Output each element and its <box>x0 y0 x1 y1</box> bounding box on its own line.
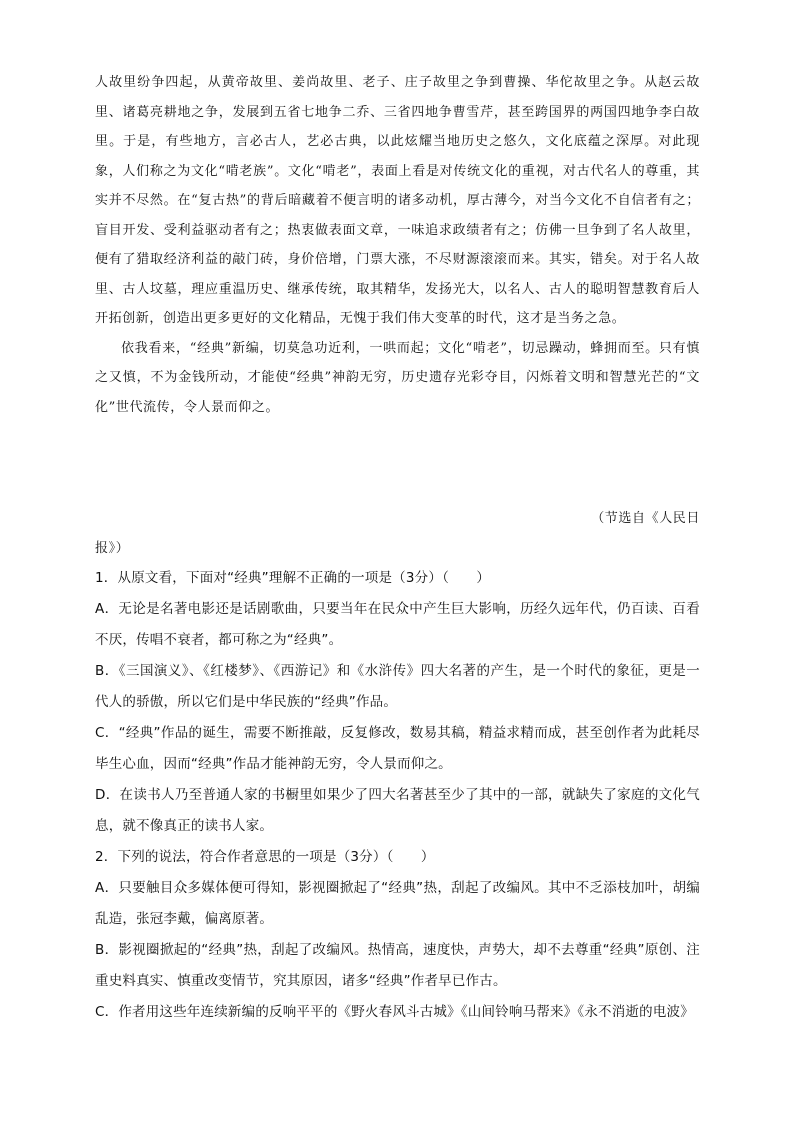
question-option-c: C．作者用这些年连续新编的反响平平的《野火春风斗古城》《山间铃响马帮来》《永不消逝的电波》 <box>95 1004 694 1020</box>
source-citation <box>95 504 700 563</box>
reading-passage <box>95 68 700 422</box>
question-option-b: B．《三国演义》、《红楼梦》、《西游记》和《水浒传》四大名著的产生，是一个时代的象征，更是一代人的骄傲，所以它们是中华民族的“经典”作品。 <box>95 663 700 710</box>
question-option-b: B．影视圈掀起的“经典”热，刮起了改编风。热情高，速度快，声势大，却不去尊重“经典”原创、注重史料真实、慎重改变情节，究其原因，诸多“经典”作者早已作古。 <box>95 942 700 989</box>
source-citation-line: （节选自《人民日 <box>591 511 700 526</box>
question-option-a: A．只要触目众多媒体便可得知，影视圈掀起了“经典”热，刮起了改编风。其中不乏添枝加叶，胡编乱造，张冠李戴，偏离原著。 <box>95 880 700 927</box>
passage-paragraph: 人故里纷争四起，从黄帝故里、姜尚故里、老子、庄子故里之争到曹操、华佗故里之争。从赵云故里、诸葛亮耕地之争，发展到五省七地争二乔、三省四地争曹雪芹，甚至跨国界的两国四地争李白故里。于是，有些地方，言必古人，艺必古典，以此炫耀当地历史之悠久，文化底蕴之深厚。对此现象，人们称之为文化“啃老族”。文化“啃老”，表面上看是对传统文化的重视，对古代名人的尊重，其实并不尽然。在“复古热”的背后暗藏着不便言明的诸多动机，厚古薄今，对当今文化不自信者有之；盲目开发、受利益驱动者有之；热衷做表面文章，一味追求政绩者有之；仿佛一旦争到了名人故里，便有了猎取经济利益的敲门砖，身价倍增，门票大涨，不尽财源滚滚而来。其实，错矣。对于名人故里、古人坟墓，理应重温历史、继承传统，取其精华，发扬光大，以名人、古人的聪明智慧教育后人开拓创新，创造出更多更好的文化精品，无愧于我们伟大变革的时代，这才是当务之急。 <box>95 75 700 326</box>
question-option-c: C．“经典”作品的诞生，需要不断推敲，反复修改，数易其稿，精益求精而成，甚至创作者为此耗尽毕生心血，因而“经典”作品才能神韵无穷，令人景而仰之。 <box>95 725 700 772</box>
question-stem: 2．下列的说法，符合作者意思的一项是（3分）（ ） <box>95 849 435 865</box>
question-stem: 1．从原文看，下面对“经典”理解不正确的一项是（3分）（ ） <box>95 570 491 586</box>
source-citation-line: 报》） <box>95 540 130 556</box>
question-option-d: D．在读书人乃至普通人家的书橱里如果少了四大名著甚至少了其中的一部，就缺失了家庭的文化气息，就不像真正的读书人家。 <box>95 787 700 834</box>
question-option-a: A．无论是名著电影还是话剧歌曲，只要当年在民众中产生巨大影响，历经久远年代，仍百读、百看不厌，传唱不衰者，都可称之为“经典”。 <box>95 601 700 648</box>
passage-paragraph: 依我看来，“经典”新编，切莫急功近利，一哄而起；文化“啃老”，切忌躁动，蜂拥而至。只有慎之又慎，不为金钱所动，才能使“经典”神韵无穷，历史遗存光彩夺目，闪烁着文明和智慧光芒的“文化”世代流传，令人景而仰之。 <box>95 340 700 415</box>
question-section <box>95 563 700 1028</box>
